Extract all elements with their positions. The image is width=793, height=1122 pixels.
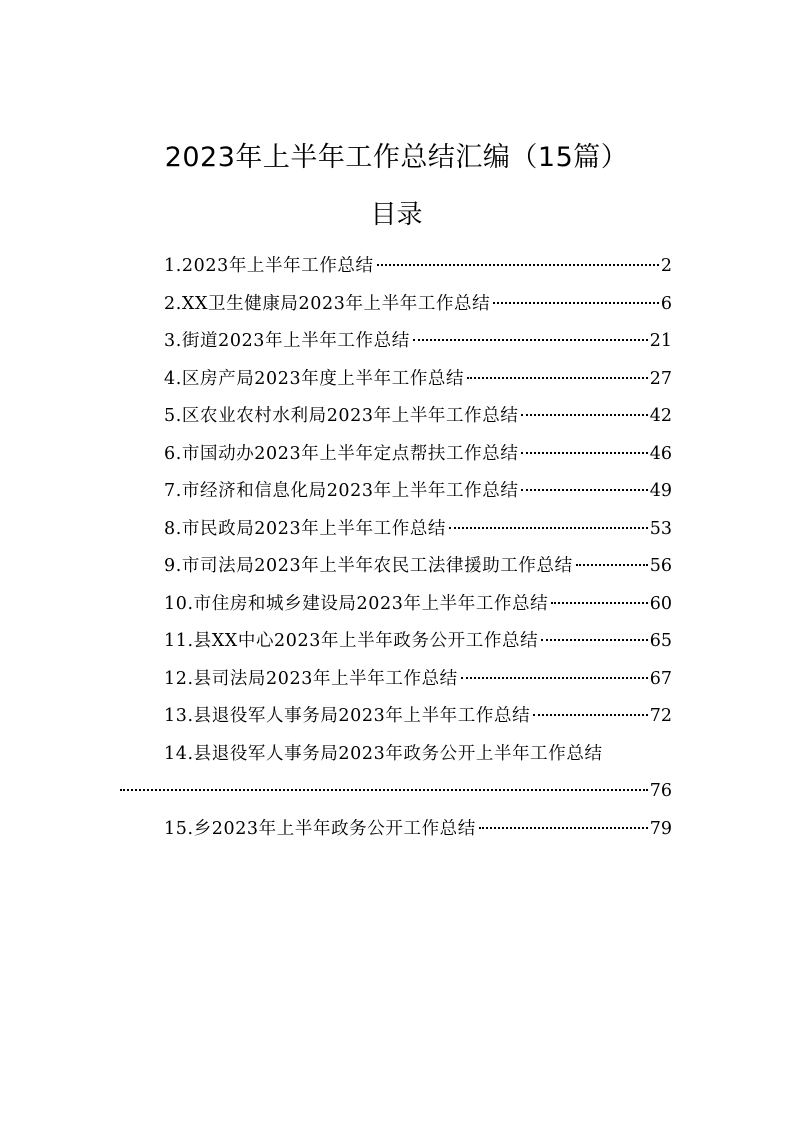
- toc-entry-label: 2.XX卫生健康局2023年上半年工作总结: [164, 293, 491, 314]
- toc-entry-14-continuation[interactable]: [120, 773, 672, 811]
- toc-entry-page: 49: [649, 481, 672, 501]
- toc-leader-dots: [461, 677, 648, 679]
- toc-entry-label: 6.市国动办2023年上半年定点帮扶工作总结: [164, 443, 519, 464]
- toc-entry-label: 9.市司法局2023年上半年农民工法律援助工作总结: [164, 556, 573, 576]
- toc-entry-label: 10.市住房和城乡建设局2023年上半年工作总结: [164, 593, 549, 614]
- toc-entry-10[interactable]: [120, 586, 672, 624]
- toc-leader-dots: [521, 452, 647, 454]
- toc-leader-dots: [120, 789, 648, 791]
- toc-entry-page: 42: [649, 406, 672, 426]
- toc-entry-label: 7.市经济和信息化局2023年上半年工作总结: [164, 481, 519, 501]
- toc-entry-page: 2: [660, 256, 672, 276]
- toc-entry-1[interactable]: [120, 248, 672, 286]
- toc-entry-page: 76: [649, 781, 672, 801]
- table-of-contents: [120, 248, 672, 848]
- toc-leader-dots: [521, 489, 647, 491]
- toc-entry-page: 6: [660, 293, 672, 314]
- toc-entry-label: 8.市民政局2023年上半年工作总结: [164, 518, 447, 539]
- toc-entry-6[interactable]: [120, 436, 672, 474]
- toc-entry-page: 67: [649, 668, 672, 689]
- toc-heading: 目录: [370, 200, 423, 230]
- toc-leader-dots: [449, 527, 648, 529]
- toc-entry-5[interactable]: [120, 398, 672, 436]
- toc-leader-dots: [551, 602, 647, 604]
- toc-leader-dots: [521, 414, 647, 416]
- toc-entry-label: 1.2023年上半年工作总结: [164, 256, 374, 276]
- toc-leader-dots: [541, 639, 648, 641]
- toc-entry-label: 3.街道2023年上半年工作总结: [164, 331, 410, 351]
- toc-entry-2[interactable]: [120, 286, 672, 324]
- toc-leader-dots: [576, 564, 648, 566]
- toc-entry-page: 27: [649, 368, 672, 389]
- toc-entry-label: 11.县XX中心2023年上半年政务公开工作总结: [164, 631, 539, 651]
- toc-entry-label: 15.乡2023年上半年政务公开工作总结: [164, 818, 476, 839]
- toc-entry-page: 46: [649, 443, 672, 464]
- toc-entry-page: 79: [649, 818, 672, 839]
- toc-entry-page: 72: [649, 706, 672, 726]
- toc-entry-9[interactable]: [120, 548, 672, 586]
- toc-entry-13[interactable]: [120, 698, 672, 736]
- toc-leader-dots: [413, 339, 648, 341]
- toc-leader-dots: [479, 827, 648, 829]
- toc-entry-page: 53: [649, 518, 672, 539]
- toc-entry-7[interactable]: [120, 473, 672, 511]
- toc-entry-8[interactable]: [120, 511, 672, 549]
- toc-entry-page: 60: [649, 593, 672, 614]
- toc-entry-14[interactable]: [120, 736, 672, 774]
- toc-leader-dots: [377, 264, 659, 266]
- toc-entry-page: 65: [649, 631, 672, 651]
- toc-entry-page: 56: [649, 556, 672, 576]
- toc-entry-label: 5.区农业农村水利局2023年上半年工作总结: [164, 406, 519, 426]
- toc-entry-4[interactable]: [120, 361, 672, 399]
- toc-entry-label: 12.县司法局2023年上半年工作总结: [164, 668, 458, 689]
- toc-leader-dots: [467, 377, 648, 379]
- toc-entry-page: 21: [649, 331, 672, 351]
- toc-entry-11[interactable]: [120, 623, 672, 661]
- toc-entry-15[interactable]: [120, 811, 672, 849]
- toc-leader-dots: [493, 302, 659, 304]
- document-title: 2023年上半年工作总结汇编（15篇）: [164, 142, 629, 173]
- toc-entry-label: 13.县退役军人事务局2023年上半年工作总结: [164, 706, 531, 726]
- toc-entry-label: 4.区房产局2023年度上半年工作总结: [164, 368, 465, 389]
- toc-entry-12[interactable]: [120, 661, 672, 699]
- toc-leader-dots: [533, 714, 648, 716]
- toc-entry-3[interactable]: [120, 323, 672, 361]
- toc-entry-label: 14.县退役军人事务局2023年政务公开上半年工作总结: [164, 743, 603, 764]
